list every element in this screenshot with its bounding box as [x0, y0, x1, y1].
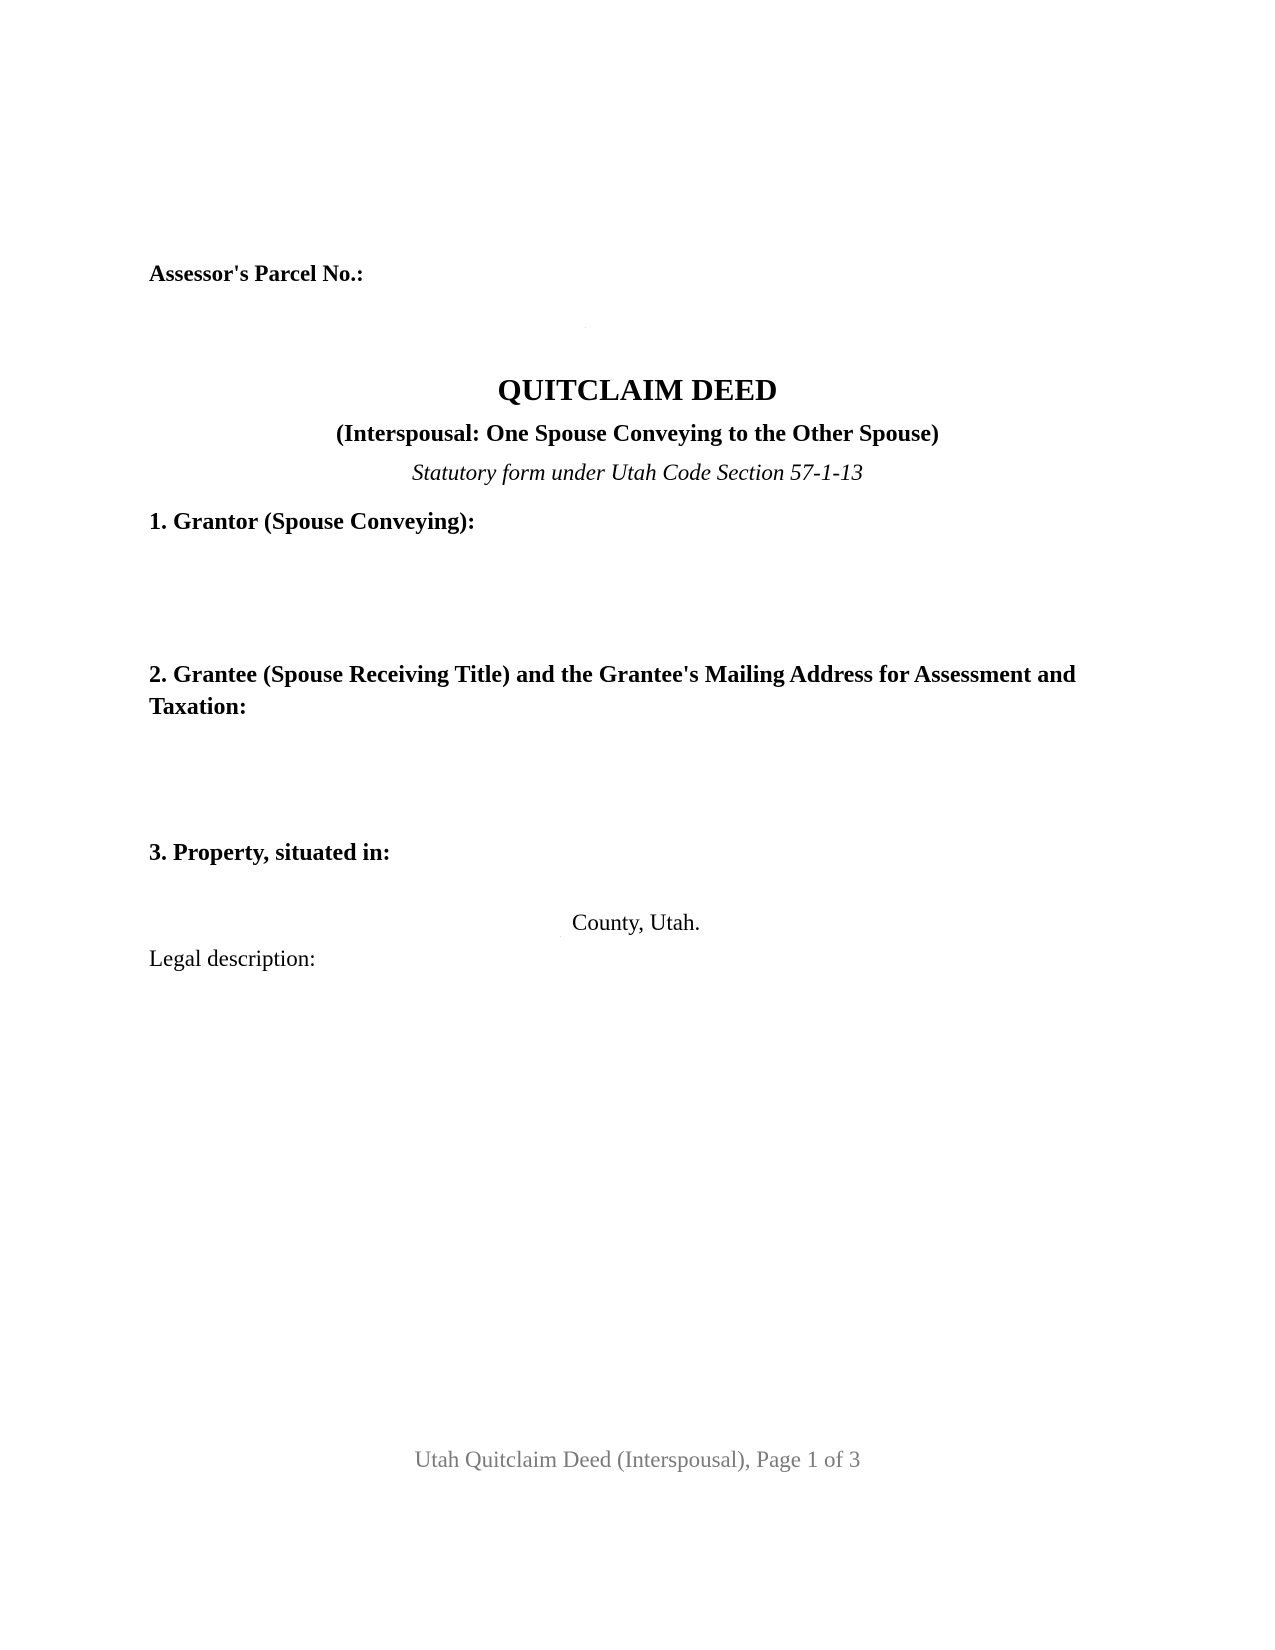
field-marker — [560, 936, 561, 937]
document-title: QUITCLAIM DEED — [497, 372, 778, 407]
field-marker — [585, 327, 586, 328]
legal-description-label: Legal description: — [149, 946, 316, 971]
county-suffix: County, Utah. — [572, 910, 701, 935]
statute-reference: Statutory form under Utah Code Section 57-1-13 — [411, 460, 863, 485]
parcel-number-label: Assessor's Parcel No.: — [149, 261, 364, 286]
page-footer: Utah Quitclaim Deed (Interspousal), Page 1 of 3 — [414, 1447, 861, 1472]
grantee-label: 2. Grantee (Spouse Receiving Title) and the Grantee's Mailing Address for Assessment and Taxation: — [149, 662, 1076, 720]
property-label: 3. Property, situated in: — [149, 840, 391, 866]
grantor-label: 1. Grantor (Spouse Conveying): — [149, 509, 476, 535]
document-subtitle: (Interspousal: One Spouse Conveying to the Other Spouse) — [336, 421, 939, 447]
